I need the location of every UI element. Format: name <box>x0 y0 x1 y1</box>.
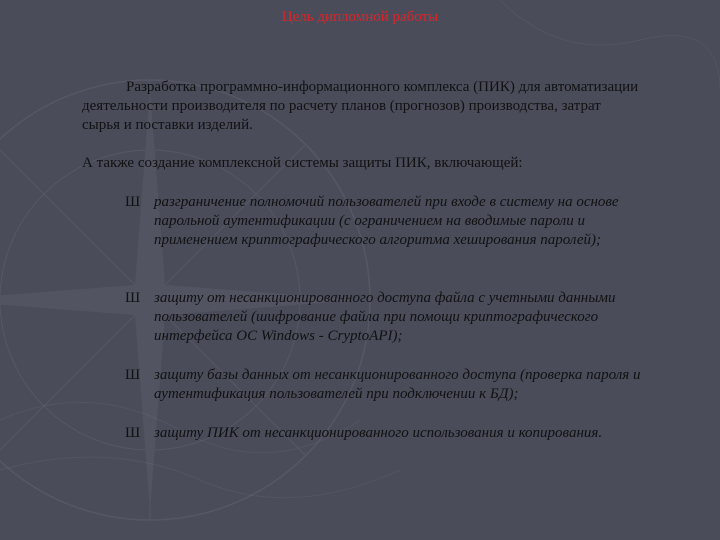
bullet-item <box>125 366 655 404</box>
protection-lead-paragraph: А также создание комплексной системы защиты ПИК, включающей: <box>82 155 523 171</box>
bullet-text: разграничение полномочий пользователей при входе в систему на основе парольной аутентификации (с ограничением на вводимые пароли и применением криптографического алгоритма хеширования паролей); <box>154 194 619 248</box>
bullet-marker: Ш <box>125 194 141 210</box>
bullet-marker: Ш <box>125 425 141 441</box>
slide-title: Цель дипломной работы <box>281 9 439 25</box>
bullet-item <box>125 289 655 346</box>
bullet-text: защиту ПИК от несанкционированного использования и копирования. <box>154 425 603 441</box>
intro-paragraph: Разработка программно-информационного комплекса (ПИК) для автоматизации деятельности производителя по расчету планов (прогнозов) производства, затрат сырья и поставки изделий. <box>82 79 639 133</box>
bullet-marker: Ш <box>125 290 141 306</box>
bullet-item <box>125 193 655 250</box>
bullet-marker: Ш <box>125 367 141 383</box>
bullet-text: защиту от несанкционированного доступа файла с учетными данными пользователей (шифрование файла при помощи криптографического интерфейса ОС Windows - CryptoAPI); <box>154 290 616 344</box>
bullet-item <box>125 424 655 443</box>
bullet-text: защиту базы данных от несанкционированного доступа (проверка пароля и аутентификация пользователей при подключении к БД); <box>154 367 641 402</box>
